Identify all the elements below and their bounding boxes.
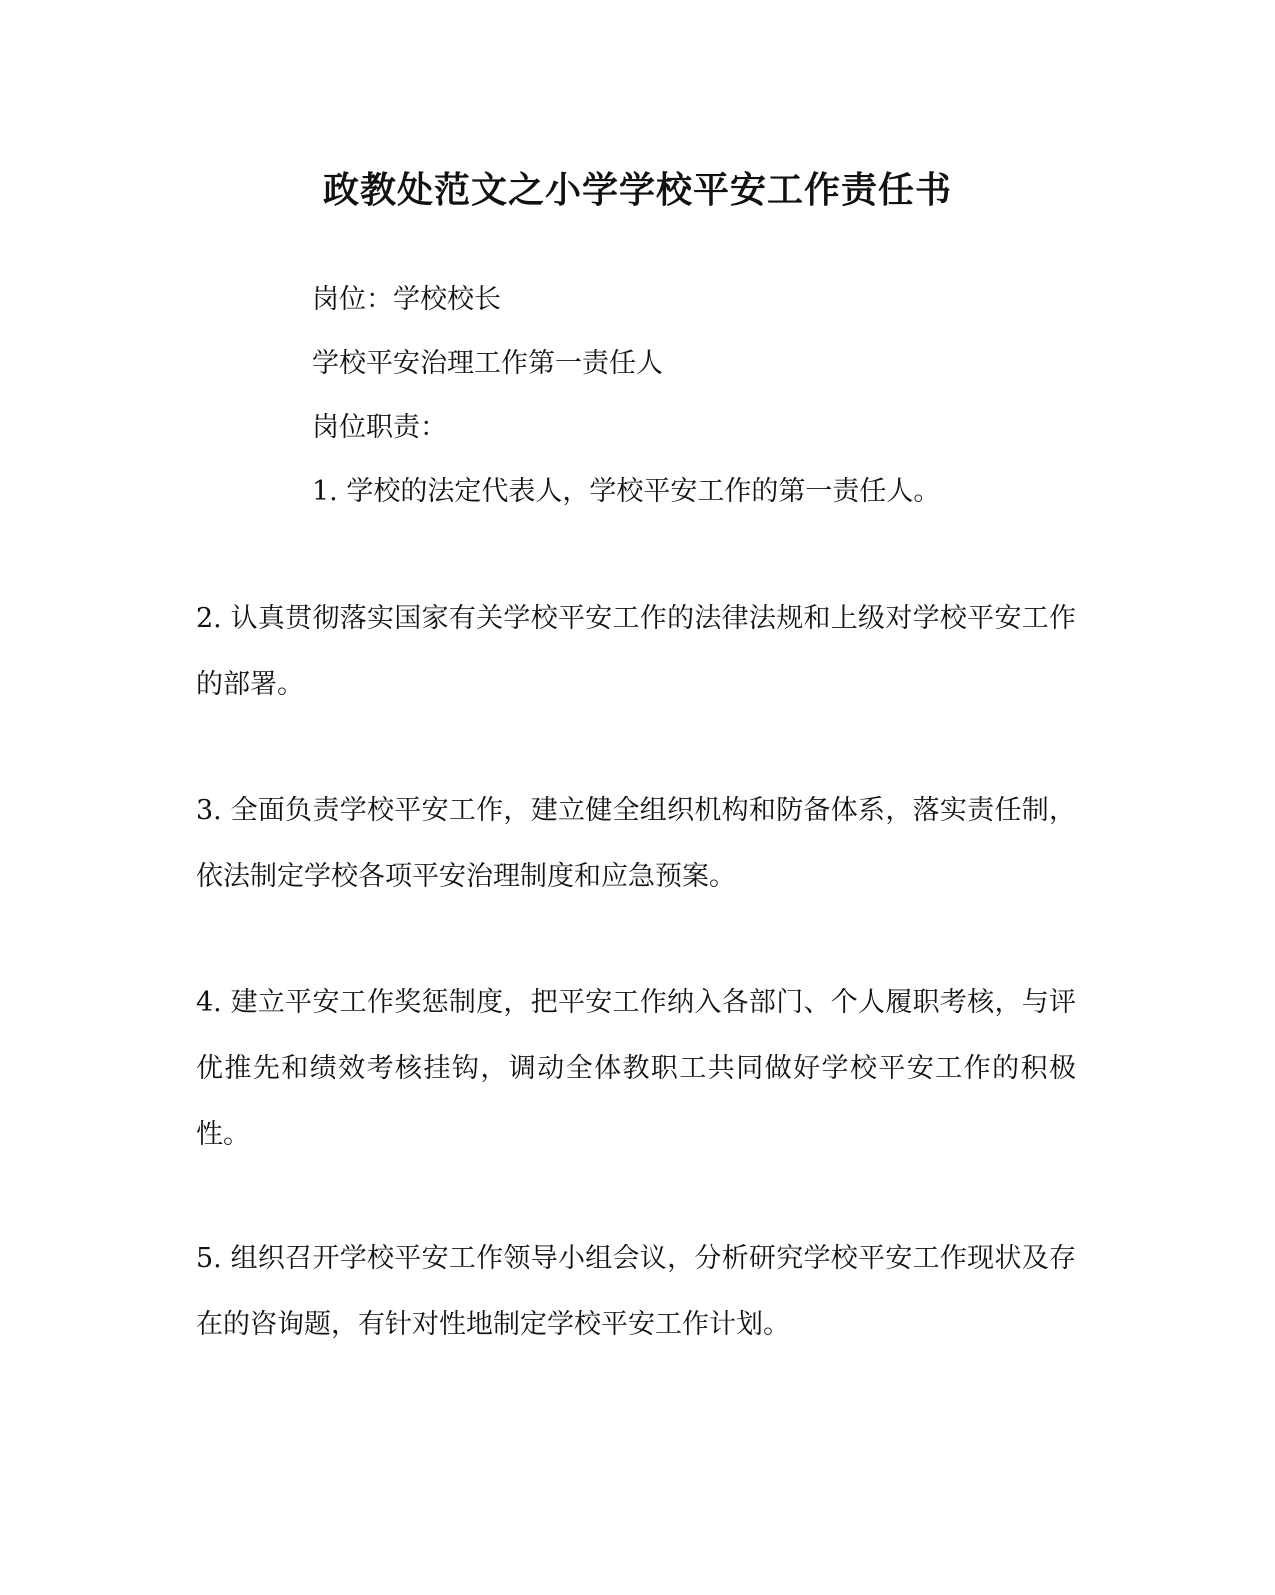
document-title: 政教处范文之小学学校平安工作责任书 [322,169,952,211]
duty-item-1: 1. 学校的法定代表人，学校平安工作的第一责任人。 [312,476,941,507]
duty-item-2: 2. 认真贯彻落实国家有关学校平安工作的法律法规和上级对学校平安工作的部署。 [196,603,1076,700]
duties-heading: 岗位职责： [312,412,447,443]
duty-item-5: 5. 组织召开学校平安工作领导小组会议，分析研究学校平安工作现状及存在的咨询题，有针对性地制定学校平安工作计划。 [196,1243,1076,1340]
duty-item-3: 3. 全面负责学校平安工作，建立健全组织机构和防备体系，落实责任制，依法制定学校各项平安治理制度和应急预案。 [196,795,1076,892]
role-line: 学校平安治理工作第一责任人 [312,348,663,379]
duty-item-4: 4. 建立平安工作奖惩制度，把平安工作纳入各部门、个人履职考核，与评优推先和绩效考核挂钩，调动全体教职工共同做好学校平安工作的积极性。 [196,987,1076,1150]
post-line: 岗位：学校校长 [312,284,501,315]
